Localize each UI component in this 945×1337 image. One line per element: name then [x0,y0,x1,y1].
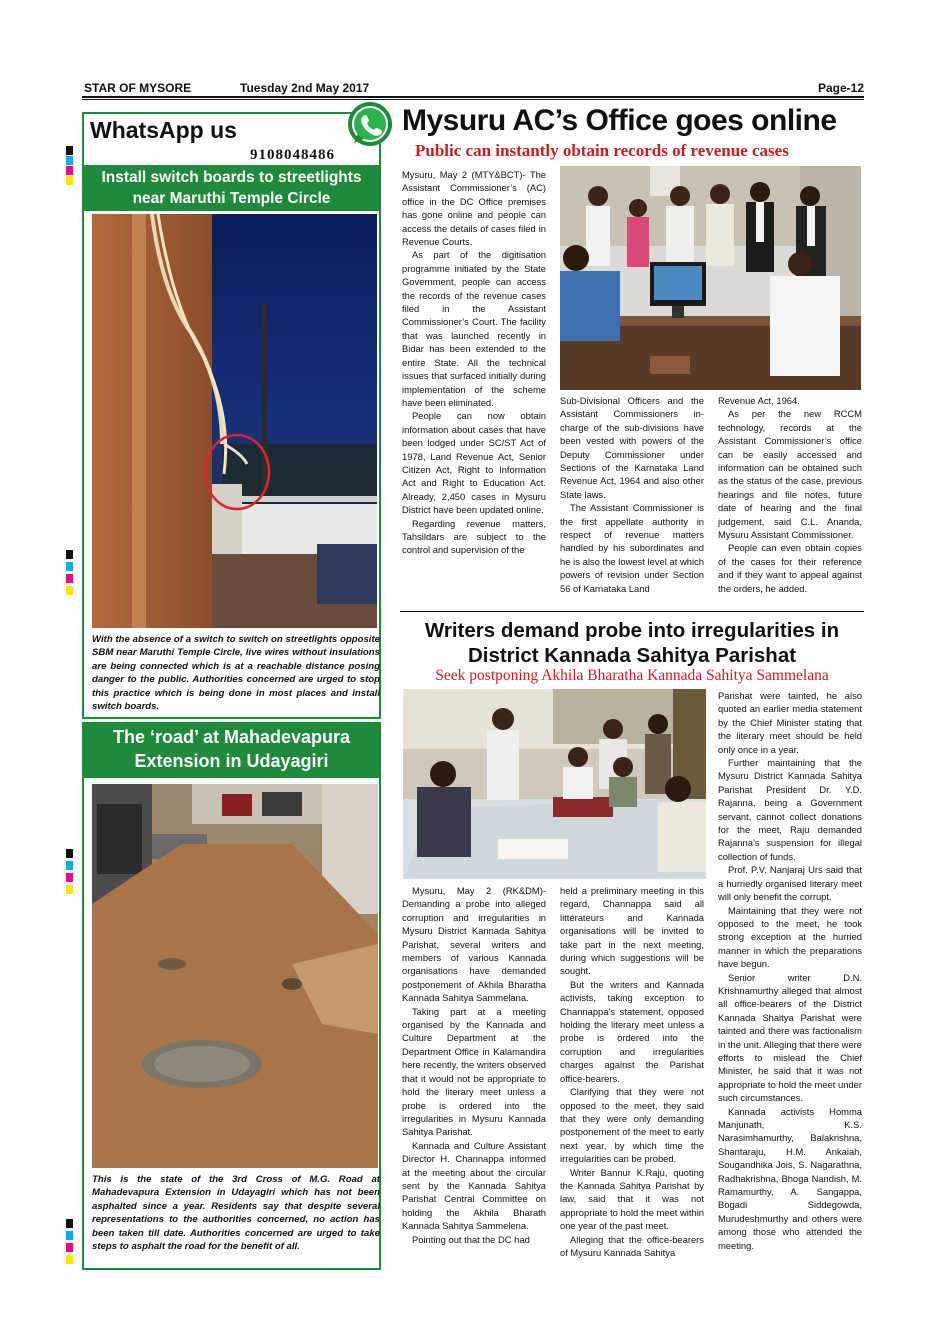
article-column [402,884,546,1246]
whatsapp-number: 9108048486 [250,147,335,163]
registration-mark [66,861,73,870]
section-divider [400,611,864,612]
paragraph: Kannada and Culture Assistant Director H. Channappa informed at the meeting about the circular sent by the Kannada Sahitya Parishat Central Committee on holding the Akhila Bharath Kannada Sahitya Sammelena. [402,1139,546,1232]
ac-office-photo [560,166,861,390]
whatsapp-icon [346,101,394,149]
paragraph: People can now obtain information about cases that have been lodged under SC/ST Act of 1978, Land Revenue Act, Senior Citizen Act, Right to Information Act and Right to Education Act. Already, 2,450 cases in Mysuru District have been updated online. [402,410,546,516]
registration-mark [66,849,73,858]
header-rule [82,96,864,98]
registration-mark [66,873,73,882]
registration-mark [66,156,73,165]
story-title-line: The ‘road’ at Mahadevapura [112,727,351,747]
story-subhead: Seek postponing Akhila Bharatha Kannada Sahitya Sammelana [435,667,829,684]
paragraph: Senior writer D.N. Krishnamurthy alleged that almost all office-bearers of the District Kannada Shaitya Parishat were tainted and there was factionalism in the unit. Alleging that there were efforts to mislead the Chief Minister, he said that it was not appropriate to hold the meet under such circumstances. [718,971,862,1104]
paragraph: As per the new RCCM technology, records at the Assistant Commissioner’s office can be easily accessed and information can be obtained such as the status of the case, previous hearings and file notes, future date of hearing and the final judgement, said C.L. Ananda, Mysuru Assistant Commissioner. [718,408,862,541]
article-column [718,394,862,595]
registration-mark [66,562,73,571]
registration-mark [66,1243,73,1252]
whatsapp-title: WhatsApp us [90,117,237,143]
paragraph: Parishat were tainted, he also quoted an earlier media statement by the Chief Minister stating that the literary meet should be held only once in a year. [718,690,862,755]
article-column [560,884,704,1259]
paragraph: Alleging that the office-bearers of Mysuru Kannada Sahitya [560,1233,704,1258]
paragraph: People can even obtain copies of the cases for their reference and if they want to appeal against the orders, he added. [718,542,862,594]
article-column [560,394,704,595]
paragraph: Mysuru, May 2 (RK&DM)- Demanding a probe into alleged corruption and irregularities in Mysuru District Kannada Sahitya Parishat, several writers and members of various Kannada organisations have demanded postponement of Akhila Bharatha Kannada Sahitya Sammelana. [402,885,546,1004]
story-subhead: Public can instantly obtain records of revenue cases [415,141,789,160]
photo-caption: This is the state of the 3rd Cross of M.G. Road at Mahadevapura Extension in Udayagiri which has not been asphalted since a year. Residents say that despite several representations to the authorities concerned, no action has been taken till date. Authorities concerned are urged to take steps to asphalt the road for the benefit of all. [92,1174,380,1253]
paragraph: Kannada activists Homma Manjunath, K.S. Narasimhamurthy, Balakrishna, Shantaraju, H.M. Ankaiah, Sougandhika Jois, S. Nagarathna, Radhakrishna, Bhoga Nandish, M. Ramamurthy, A. Sangappa, Bogadi Siddegowda, Murudeshmurthy and others were among those who attended the meeting. [718,1105,862,1251]
paragraph: Mysuru, May 2 (MTY&BCT)- The Assistant Commissioner’s (AC) office in the DC Office premises has gone online and people can access the details of cases filed in Revenue Courts. [402,169,546,248]
paragraph: Taking part at a meeting organised by the Kannada and Culture Department at the Department Office in Kalamandira here recently, the writers observed that it would not be appropriate to hold the literary meet unless a probe is ordered into the irregularities in Mysuru Kannada Sahitya Parishat. [402,1005,546,1138]
paragraph: Prof. P.V. Nanjaraj Urs said that a hurriedly organised literary meet will only benefit the corrupt. [718,864,862,903]
paragraph: But the writers and Kannada activists, taking exception to Channappa’s statement, opposed holding the literary meet unless a probe is ordered into the corruption and irregularities charges against the Parishat office-bearers. [560,978,704,1084]
paper-name: STAR OF MYSORE [84,81,192,95]
registration-mark [66,176,73,185]
headline-line: District Kannada Sahitya Parishat [467,644,797,667]
paragraph: Pointing out that the DC had [412,1233,530,1245]
registration-mark [66,586,73,595]
paragraph: The Assistant Commissioner is the first appellate authority in respect of revenue matters handled by his subordinates and he is also the lowest level at which powers of revision under Section 56 of Karnataka Land [560,502,704,594]
paragraph: Maintaining that they were not opposed to the meet, he took strong exception at the hurried manner in which the preparations have begun. [718,904,862,970]
article-column [718,689,862,1252]
registration-mark [66,1219,73,1228]
story-headline [400,618,864,668]
streetlight-photo [92,214,377,628]
registration-mark [66,1255,73,1264]
registration-mark [66,1231,73,1240]
registration-mark [66,146,73,155]
photo-caption: With the absence of a switch to switch on streetlights opposite SBM near Maruthi Temple Circle, live wires without insulations are being connected which is at a reachable distance posing danger to the public. Authorities concerned are urged to stop this practice which is being done in most places and install switch boards. [92,634,380,713]
headline-line: Writers demand probe into irregularities in [424,619,840,642]
registration-mark [66,885,73,894]
registration-mark [66,550,73,559]
registration-mark [66,166,73,175]
paragraph: Clarifying that they were not opposed to the meet, they said that they were only demanding postponement of the meet to early next year, by which time the irregularities can be probed. [560,1086,704,1165]
paragraph: Regarding revenue matters, Tahsildars are subject to the control and supervision of the [402,517,546,556]
writers-meeting-photo [403,689,706,879]
header-rule-thin [82,99,864,100]
paragraph: Revenue Act, 1964. [718,395,800,406]
paragraph: Sub-Divisional Officers and the Assistant Commissioners in-charge of the sub-divisions have been vested with powers of the Deputy Commissioner under Sections of the Karnataka Land Revenue Act, 1964 and also other State laws. [560,395,704,500]
story-title-line: Extension in Udayagiri [134,751,329,771]
paragraph: held a preliminary meeting in this regard, Channappa said all littérateurs and Kannada organisations will be invited to take part in the next meeting, during which suggestions will be sought. [560,885,704,977]
page-number: Page-12 [817,81,864,95]
road-photo [92,784,378,1168]
issue-date: Tuesday 2nd May 2017 [240,81,370,95]
paragraph: Writer Bannur K.Raju, quoting the Kannada Sahitya Parishat by law, said that it was not appropriate to hold the meet within one year of the past meet. [560,1166,704,1232]
story-headline: Mysuru AC’s Office goes online [402,104,837,137]
paragraph: As part of the digitisation programme initiated by the State Government, people can access the records of the revenue cases filed in the Assistant Commissioner’s Court. The facility that was launched recently in Bidar has been extended to the entire State. All the technical issues that surfaced initially during implementation of the scheme have been eliminated. [402,249,546,408]
registration-mark [66,574,73,583]
paragraph: Further maintaining that the Mysuru District Kannada Sahitya Parishat President Dr. Y.D. Rajanna, being a Government servant, cannot collect donations for the meet, Raju demanded Rajanna’s suspension for illegal collection of funds. [718,757,862,862]
story-title-bar [82,165,381,211]
story-title-line: near Maruthi Temple Circle [132,190,331,207]
story-title-bar [82,722,381,776]
story-title-line: Install switch boards to streetlights [101,169,362,186]
article-column [402,168,546,557]
